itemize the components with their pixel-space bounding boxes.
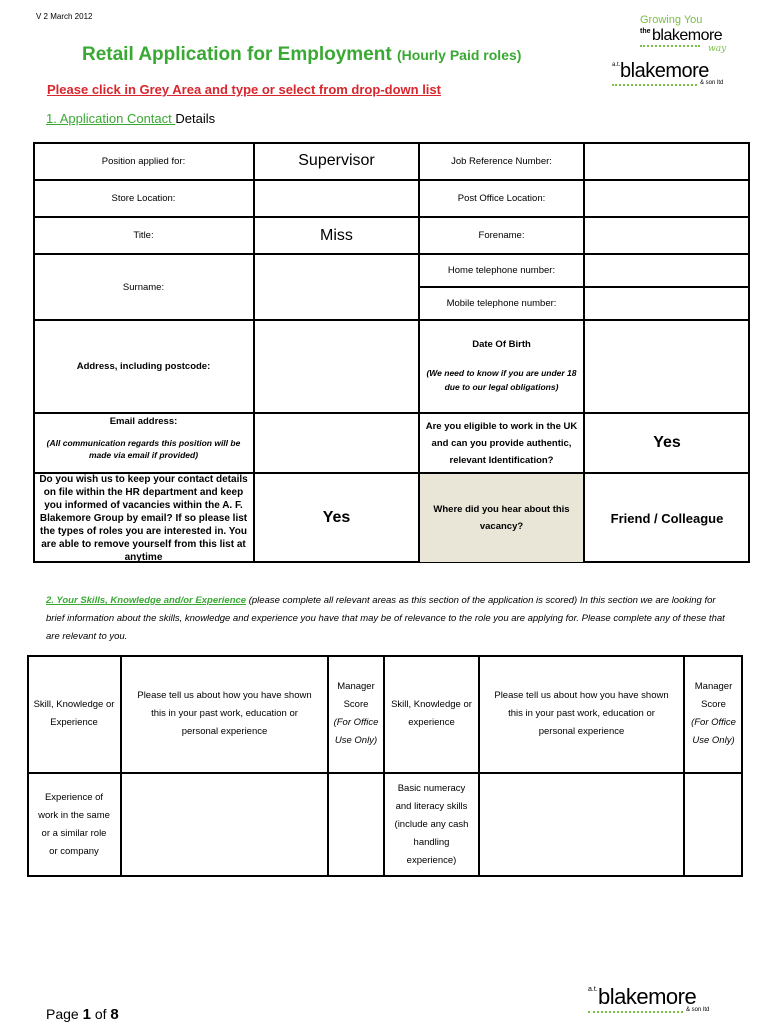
footer-logo-at: a.t. xyxy=(588,986,598,993)
logo-dots xyxy=(640,45,700,49)
store-field[interactable] xyxy=(254,180,419,217)
page-title xyxy=(82,44,521,66)
footer-logo-dots xyxy=(588,1011,683,1013)
footer-page-num: 1 xyxy=(82,1006,91,1023)
logo-way: way xyxy=(708,44,727,54)
skills-header-manager-score: Manager Score xyxy=(337,681,375,710)
skills-header-manager xyxy=(328,655,384,773)
skills-header-skill: Skill, Knowledge or Experience xyxy=(27,655,121,773)
logo-brand-dots xyxy=(612,84,697,86)
logo-at: a.t. xyxy=(612,62,621,68)
email-note: (All communication regards this position will be made via email if provided) xyxy=(46,438,241,460)
logo-brand-sub: & son ltd xyxy=(700,80,724,86)
skills-header-skill-2: Skill, Knowledge or experience xyxy=(384,655,479,773)
logo-the: the xyxy=(640,28,651,35)
section2-intro xyxy=(46,592,726,646)
skills-header-tell-2: Please tell us about how you have shown this in your past work, education or personal experience xyxy=(479,655,684,773)
hear-label: Where did you hear about this vacancy? xyxy=(419,473,584,563)
skills-header-tell: Please tell us about how you have shown this in your past work, education or personal experience xyxy=(121,655,328,773)
page-footer xyxy=(46,1006,119,1023)
email-label-cell xyxy=(33,413,254,473)
email-field[interactable] xyxy=(254,413,419,473)
dob-note: (We need to know if you are under 18 due to our legal obligations) xyxy=(426,368,577,392)
skill-row1-right-label: Basic numeracy and literacy skills (include any cash handling experience) xyxy=(384,773,479,877)
skills-header-manager-note-2: (For Office Use Only) xyxy=(691,717,736,746)
instruction-text: Please click in Grey Area and type or select from drop-down list xyxy=(47,82,441,97)
email-label: Email address: xyxy=(109,416,178,427)
section1-heading-underlined: 1. Application Contact xyxy=(46,111,176,126)
section1-heading xyxy=(46,111,215,126)
title-sub: (Hourly Paid roles) xyxy=(396,47,522,63)
section1-heading-rest: Details xyxy=(175,111,216,126)
skill-row1-left-label: Experience of work in the same or a similar role or company xyxy=(27,773,121,877)
title-label: Title: xyxy=(33,217,254,254)
footer-logo xyxy=(588,984,728,1020)
eligible-field[interactable]: Yes xyxy=(584,413,750,473)
eligible-label: Are you eligible to work in the UK and can you provide authentic, relevant Identification? xyxy=(419,413,584,473)
home-phone-field[interactable] xyxy=(584,254,750,287)
dob-label: Date Of Birth xyxy=(472,339,531,350)
footer-page-total: 8 xyxy=(110,1006,119,1023)
dob-field[interactable] xyxy=(584,320,750,413)
forename-label: Forename: xyxy=(419,217,584,254)
position-field[interactable]: Supervisor xyxy=(254,142,419,180)
keep-details-field[interactable]: Yes xyxy=(254,473,419,563)
logo-tagline: Growing You xyxy=(640,14,703,26)
dob-label-cell xyxy=(419,320,584,413)
surname-field[interactable] xyxy=(254,254,419,320)
section2-heading: 2. Your Skills, Knowledge and/or Experience xyxy=(46,595,247,606)
postoffice-field[interactable] xyxy=(584,180,750,217)
section2-text: (please complete all relevant areas as this section of the application is scored) In this section we are looking for brief information about the skills, knowledge and experience you have that may be of relevance to the role you are applying for. Please complete any of these that are relevant to you. xyxy=(46,595,725,642)
address-label: Address, including postcode: xyxy=(33,320,254,413)
skill-row1-left-answer[interactable] xyxy=(121,773,328,877)
skill-row1-right-answer[interactable] xyxy=(479,773,684,877)
keep-details-label: Do you wish us to keep your contact details on file within the HR department and keep you informed of vacancies within the A. F. Blakemore Group by email? If so please list the types of roles you are interested in. You are able to remove yourself from this list at anytime xyxy=(33,473,254,563)
mobile-label: Mobile telephone number: xyxy=(419,287,584,320)
forename-field[interactable] xyxy=(584,217,750,254)
footer-page-prefix: Page xyxy=(46,1006,83,1022)
jobref-field[interactable] xyxy=(584,142,750,180)
skills-header-manager-score-2: Manager Score xyxy=(694,681,733,710)
home-phone-label: Home telephone number: xyxy=(419,254,584,287)
jobref-label: Job Reference Number: xyxy=(419,142,584,180)
hear-field[interactable]: Friend / Colleague xyxy=(584,473,750,563)
version-label: V 2 March 2012 xyxy=(36,12,93,21)
footer-of: of xyxy=(90,1006,111,1022)
skill-row1-left-score xyxy=(328,773,384,877)
surname-label: Surname: xyxy=(33,254,254,320)
mobile-field[interactable] xyxy=(584,287,750,320)
logo-blakemore-way: blakemore xyxy=(652,27,723,44)
footer-logo-name: blakemore xyxy=(598,984,697,1009)
skill-row1-right-score xyxy=(684,773,743,877)
title-field[interactable]: Miss xyxy=(254,217,419,254)
address-field[interactable] xyxy=(254,320,419,413)
company-logo xyxy=(612,14,742,86)
position-label: Position applied for: xyxy=(33,142,254,180)
store-label: Store Location: xyxy=(33,180,254,217)
logo-brand: blakemore xyxy=(620,60,709,82)
title-main: Retail Application for Employment xyxy=(82,44,392,65)
postoffice-label: Post Office Location: xyxy=(419,180,584,217)
skills-header-manager-note: (For Office Use Only) xyxy=(333,717,379,746)
footer-logo-sub: & son ltd xyxy=(686,1007,710,1013)
skills-header-manager-2 xyxy=(684,655,743,773)
